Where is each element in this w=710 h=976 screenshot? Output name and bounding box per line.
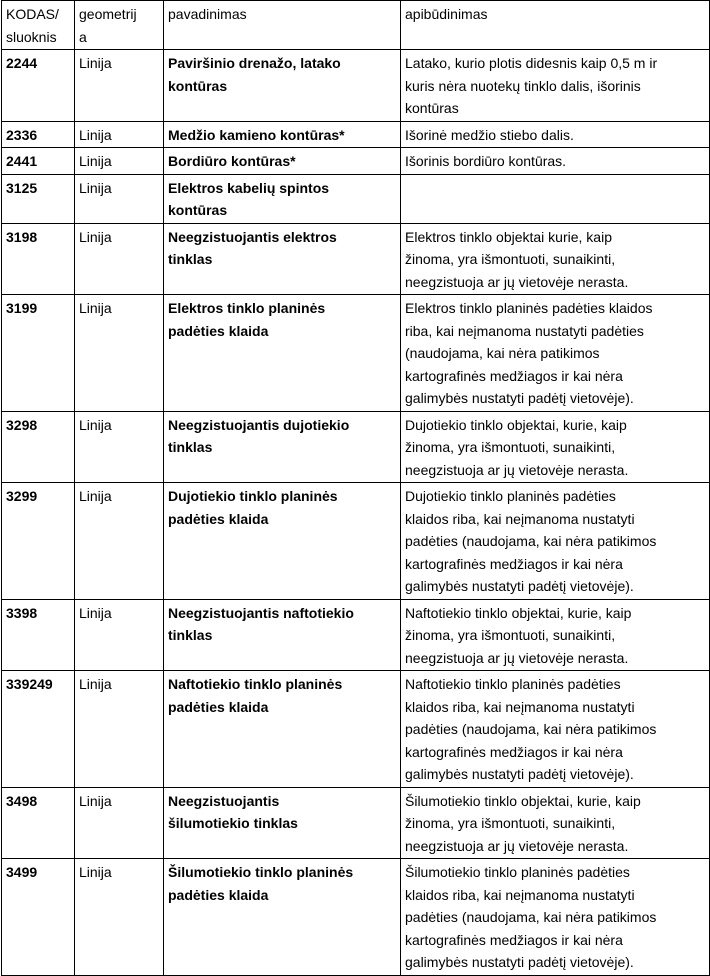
table-row	[2, 223, 710, 295]
cell-code: 2336	[2, 121, 75, 148]
cell-code: 3299	[2, 483, 75, 600]
cell-description	[401, 50, 710, 122]
header-geometry-line2: a	[79, 28, 87, 45]
table-row	[2, 50, 710, 122]
cell-description-line: kartografinės medžiagos ir kai nėra	[405, 743, 623, 760]
cell-description-line: neegzistuoja ar jų vietovėje nerasta.	[405, 649, 629, 666]
cell-description-line: Latako, kurio plotis didesnis kaip 0,5 m ir	[405, 55, 658, 71]
table-row	[2, 787, 710, 859]
cell-code: 3499	[2, 859, 75, 976]
header-code	[2, 1, 75, 50]
cell-name	[164, 223, 401, 295]
cell-description-line: Elektros tinklo planinės padėties klaidos	[405, 300, 653, 316]
cell-name	[164, 859, 401, 976]
cell-name-line: Paviršinio drenažo, latako	[168, 55, 341, 71]
cell-description	[401, 859, 710, 976]
table-body	[2, 50, 710, 976]
cell-name-line: kontūras	[168, 202, 228, 218]
cell-description	[401, 148, 710, 175]
cell-description-line: Dujotiekio tinklo planinės padėties	[405, 488, 616, 504]
cell-description	[401, 671, 710, 788]
cell-name-line: Neegzistuojantis	[168, 792, 280, 809]
cell-name	[164, 599, 401, 671]
cell-description-line: neegzistuoja ar jų vietovėje nerasta.	[405, 837, 629, 854]
cell-name-line: Dujotiekio tinklo planinės	[168, 488, 338, 504]
cell-name	[164, 295, 401, 412]
cell-description-line: padėties (naudojama, kai nėra patikimos	[405, 533, 657, 549]
cell-name-line: padėties klaida	[168, 322, 269, 339]
table-row	[2, 859, 710, 976]
cell-description	[401, 121, 710, 148]
cell-description	[401, 411, 710, 483]
cell-geometry: Linija	[75, 859, 164, 976]
cell-code: 3498	[2, 787, 75, 859]
header-code-line2: sluoknis	[6, 28, 57, 45]
cell-name	[164, 411, 401, 483]
cell-name	[164, 174, 401, 223]
cell-name	[164, 671, 401, 788]
cell-description-line: neegzistuoja ar jų vietovėje nerasta.	[405, 461, 629, 478]
table-row	[2, 483, 710, 600]
cell-description-line: Elektros tinklo objektai kurie, kaip	[405, 228, 612, 245]
cell-name-line: tinklas	[168, 627, 213, 643]
cell-geometry: Linija	[75, 411, 164, 483]
table-row	[2, 148, 710, 175]
cell-description-line: galimybės nustatyti padėtį vietovėje).	[405, 578, 634, 594]
cell-name-line: Elektros kabelių spintos	[168, 179, 330, 196]
cell-description-line: riba, kai neįmanoma nustatyti padėties	[405, 322, 644, 339]
cell-name-line: Naftotiekio tinklo planinės	[168, 676, 343, 692]
cell-name-line: kontūras	[168, 77, 228, 94]
cell-name-line: padėties klaida	[168, 510, 269, 527]
cell-name-line: Elektros tinklo planinės	[168, 300, 326, 316]
cell-description-line: Išorinis bordiūro kontūras.	[405, 153, 567, 169]
cell-description-line: klaidos riba, kai neįmanoma nustatyti	[405, 886, 635, 903]
cell-code: 3198	[2, 223, 75, 295]
cell-geometry: Linija	[75, 787, 164, 859]
cell-description	[401, 599, 710, 671]
cell-description-line: (naudojama, kai nėra patikimos	[405, 345, 600, 361]
cell-geometry: Linija	[75, 174, 164, 223]
cell-name	[164, 483, 401, 600]
cell-description-line: Naftotiekio tinklo objektai, kurie, kaip	[405, 604, 632, 621]
header-name: pavadinimas	[164, 1, 401, 50]
cell-description-line: Naftotiekio tinklo planinės padėties	[405, 676, 621, 692]
cell-description-line: kontūras	[405, 100, 459, 116]
cell-name	[164, 787, 401, 859]
cell-description	[401, 223, 710, 295]
table-row	[2, 411, 710, 483]
cell-name-line: Bordiūro kontūras*	[168, 153, 296, 169]
cell-name-line: Neegzistuojantis dujotiekio	[168, 416, 350, 433]
header-description: apibūdinimas	[401, 1, 710, 50]
table-row	[2, 671, 710, 788]
cell-description-line: padėties (naudojama, kai nėra patikimos	[405, 909, 657, 925]
cell-description-line: padėties (naudojama, kai nėra patikimos	[405, 721, 657, 737]
cell-geometry: Linija	[75, 671, 164, 788]
header-row	[2, 1, 710, 50]
cell-geometry: Linija	[75, 121, 164, 148]
cell-description	[401, 295, 710, 412]
table-row	[2, 174, 710, 223]
cell-name-line: tinklas	[168, 251, 213, 267]
cell-geometry: Linija	[75, 599, 164, 671]
cell-name	[164, 148, 401, 175]
header-geometry	[75, 1, 164, 50]
cell-description-line: neegzistuoja ar jų vietovėje nerasta.	[405, 273, 629, 290]
cell-description-line: Dujotiekio tinklo objektai, kurie, kaip	[405, 416, 627, 433]
cell-name-line: Šilumotiekio tinklo planinės	[168, 864, 354, 880]
cell-name-line: tinklas	[168, 439, 213, 455]
cell-description-line: Išorinė medžio stiebo dalis.	[405, 126, 574, 143]
cell-description-line: kartografinės medžiagos ir kai nėra	[405, 555, 623, 572]
cell-geometry: Linija	[75, 50, 164, 122]
header-code-line1: KODAS/	[6, 6, 59, 22]
cell-geometry: Linija	[75, 295, 164, 412]
cell-code: 3199	[2, 295, 75, 412]
cell-code: 339249	[2, 671, 75, 788]
cell-code: 2441	[2, 148, 75, 175]
cell-code: 3125	[2, 174, 75, 223]
cell-description-line: klaidos riba, kai neįmanoma nustatyti	[405, 698, 635, 715]
cell-description	[401, 174, 710, 223]
cell-geometry: Linija	[75, 483, 164, 600]
cell-description-line: žinoma, yra išmontuoti, sunaikinti,	[405, 627, 616, 643]
cell-description	[401, 787, 710, 859]
table-row	[2, 599, 710, 671]
cell-description-line: Šilumotiekio tinklo objektai, kurie, kaip	[405, 792, 641, 809]
cell-name-line: Neegzistuojantis naftotiekio	[168, 604, 354, 621]
cell-name-line: Neegzistuojantis elektros	[168, 228, 337, 245]
cell-code: 2244	[2, 50, 75, 122]
cell-name-line: šilumotiekio tinklas	[168, 815, 298, 831]
cell-description-line: kuris nėra nuotekų tinklo dalis, išorinis	[405, 77, 641, 94]
cell-description-line: žinoma, yra išmontuoti, sunaikinti,	[405, 439, 616, 455]
table-row	[2, 295, 710, 412]
cell-geometry: Linija	[75, 148, 164, 175]
cell-description-line: kartografinės medžiagos ir kai nėra	[405, 367, 623, 384]
cell-description	[401, 483, 710, 600]
cell-description-line: galimybės nustatyti padėtį vietovėje).	[405, 954, 634, 970]
cell-description-line: kartografinės medžiagos ir kai nėra	[405, 931, 623, 948]
cell-geometry: Linija	[75, 223, 164, 295]
cell-name	[164, 50, 401, 122]
cell-description-line: Šilumotiekio tinklo planinės padėties	[405, 864, 630, 880]
header-geometry-line1: geometrij	[79, 6, 137, 22]
cell-code: 3298	[2, 411, 75, 483]
cell-name-line: padėties klaida	[168, 886, 269, 903]
cell-description-line: klaidos riba, kai neįmanoma nustatyti	[405, 510, 635, 527]
layer-definitions-table	[1, 0, 710, 976]
cell-code: 3398	[2, 599, 75, 671]
cell-description-line: žinoma, yra išmontuoti, sunaikinti,	[405, 815, 616, 831]
cell-description-line: galimybės nustatyti padėtį vietovėje).	[405, 390, 634, 406]
cell-description-line: žinoma, yra išmontuoti, sunaikinti,	[405, 251, 616, 267]
cell-name-line: Medžio kamieno kontūras*	[168, 126, 345, 143]
table-row	[2, 121, 710, 148]
cell-name-line: padėties klaida	[168, 698, 269, 715]
cell-name	[164, 121, 401, 148]
cell-description-line: galimybės nustatyti padėtį vietovėje).	[405, 766, 634, 782]
